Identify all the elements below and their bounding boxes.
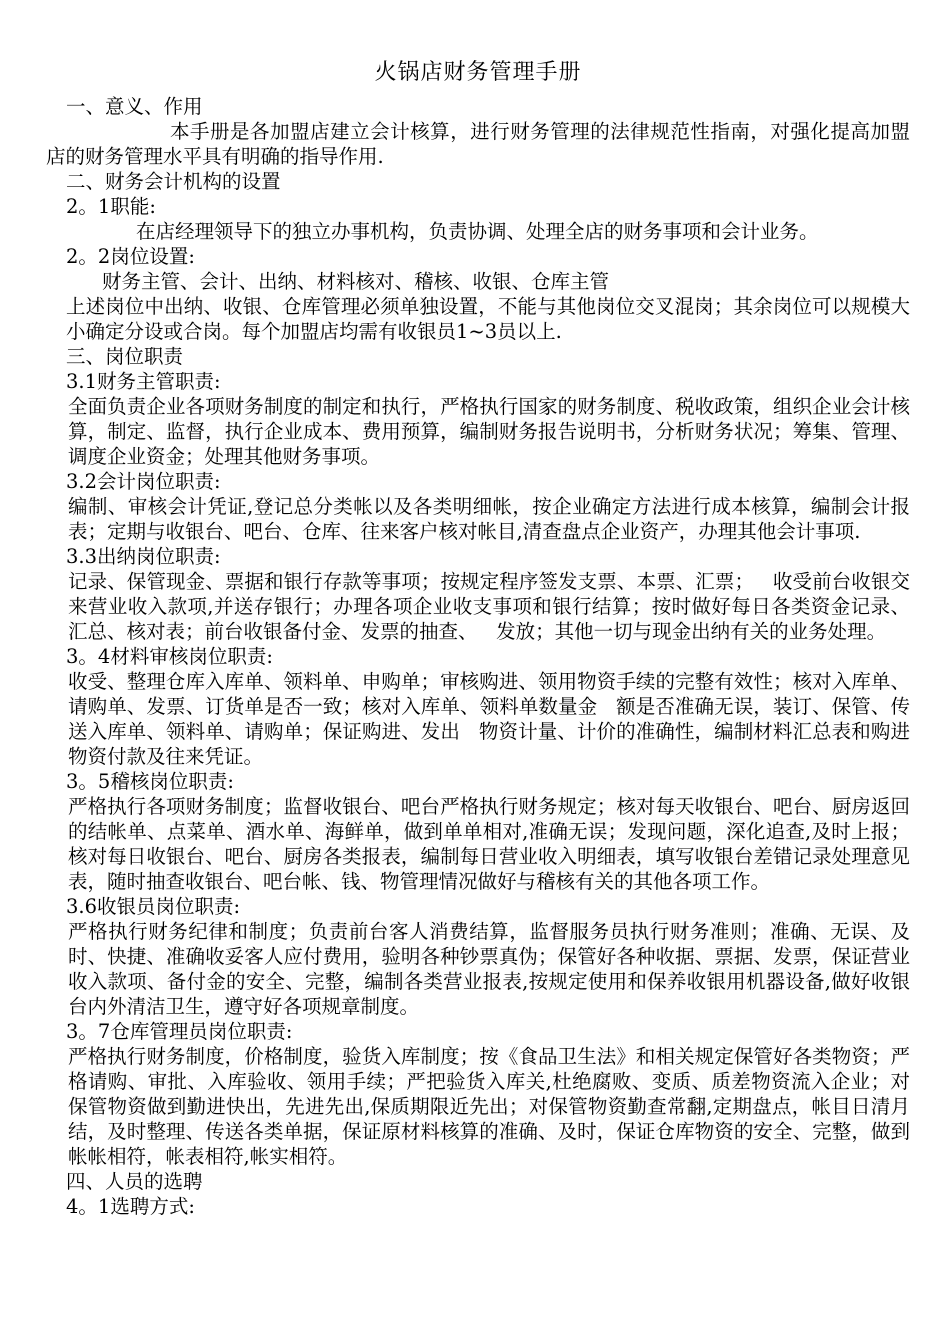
subsection-heading-3-1: 3.1财务主管职责: (66, 370, 221, 393)
subsection-heading-3-6: 3.6收银员岗位职责: (66, 895, 241, 918)
subsection-heading-3-7: 3。7仓库管理员岗位职责: (66, 1020, 293, 1043)
section-heading-4: 四、人员的选聘 (66, 1170, 203, 1193)
section-heading-2: 二、财务会计机构的设置 (66, 170, 281, 193)
section-heading-1: 一、意义、作用 (66, 95, 203, 118)
paragraph: 收受、整理仓库入库单、领料单、申购单；审核购进、领用物资手续的完整有效性；核对入库单、请购单、发票、订货单是否一致；核对入库单、领料单数量金 额是否准确无误，装订、保管、传送入库单、领料单、请购单；保证购进、发出 物资计量、计价的准确性，编制材料汇总表和购进物资付款及往来凭证。 (68, 670, 910, 768)
paragraph: 编制、审核会计凭证,登记总分类帐以及各类明细帐，按企业确定方法进行成本核算，编制会计报表；定期与收银台、吧台、仓库、往来客户核对帐目,清查盘点企业资产，办理其他会计事项. (68, 495, 910, 543)
subsection-heading-3-2: 3.2会计岗位职责: (66, 470, 221, 493)
paragraph: 全面负责企业各项财务制度的制定和执行，严格执行国家的财务制度、税收政策，组织企业会计核算，制定、监督，执行企业成本、费用预算，编制财务报告说明书，分析财务状况；筹集、管理、调度企业资金；处理其他财务事项。 (68, 395, 910, 468)
subsection-heading-3-3: 3.3出纳岗位职责: (66, 545, 221, 568)
subsection-heading-3-5: 3。5稽核岗位职责: (66, 770, 234, 793)
paragraph: 财务主管、会计、出纳、材料核对、稽核、收银、仓库主管 (102, 270, 610, 293)
subsection-heading-3-4: 3。4材料审核岗位职责: (66, 645, 273, 668)
paragraph: 本手册是各加盟店建立会计核算，进行财务管理的法律规范性指南，对强化提高加盟店的财务管理水平具有明确的指导作用. (46, 120, 910, 168)
paragraph: 严格执行财务纪律和制度；负责前台客人消费结算，监督服务员执行财务准则；准确、无误、及时、快捷、准确收妥客人应付费用，验明各种钞票真伪；保管好各种收据、票据、发票，保证营业收入款项、备付金的安全、完整，编制各类营业报表,按规定使用和保养收银用机器设备,做好收银台内外清洁卫生，遵守好各项规章制度。 (68, 920, 910, 1018)
section-heading-3: 三、岗位职责 (66, 345, 184, 368)
subsection-heading-4-1: 4。1选聘方式: (66, 1195, 195, 1218)
paragraph: 在店经理领导下的独立办事机构，负责协调、处理全店的财务事项和会计业务。 (136, 220, 819, 243)
paragraph: 严格执行各项财务制度；监督收银台、吧台严格执行财务规定；核对每天收银台、吧台、厨房返回的结帐单、点菜单、酒水单、海鲜单，做到单单相对,准确无误；发现问题，深化追查,及时上报；核对每日收银台、吧台、厨房各类报表，编制每日营业收入明细表，填写收银台差错记录处理意见表，随时抽查收银台、吧台帐、钱、物管理情况做好与稽核有关的其他各项工作。 (68, 795, 910, 893)
subsection-heading-2-2: 2。2岗位设置: (66, 245, 195, 268)
paragraph: 记录、保管现金、票据和银行存款等事项；按规定程序签发支票、本票、汇票； 收受前台收银交来营业收入款项,并送存银行；办理各项企业收支事项和银行结算；按时做好每日各类资金记录、汇总、核对表；前台收银备付金、发票的抽查、 发放；其他一切与现金出纳有关的业务处理。 (68, 570, 910, 643)
paragraph: 严格执行财务制度，价格制度，验货入库制度；按《食品卫生法》和相关规定保管好各类物资；严格请购、审批、入库验收、领用手续；严把验货入库关,杜绝腐败、变质、质差物资流入企业；对保管物资做到勤进快出，先进先出,保质期限近先出；对保管物资勤查常翻,定期盘点，帐目日清月结，及时整理、传送各类单据，保证原材料核算的准确、及时，保证仓库物资的安全、完整，做到帐帐相符，帐表相符,帐实相符。 (68, 1045, 910, 1168)
paragraph: 上述岗位中出纳、收银、仓库管理必须单独设置，不能与其他岗位交叉混岗；其余岗位可以规模大小确定分设或合岗。每个加盟店均需有收银员1~3员以上. (66, 295, 910, 343)
document-title: 火锅店财务管理手册 (374, 60, 582, 85)
subsection-heading-2-1: 2。1职能: (66, 195, 156, 218)
